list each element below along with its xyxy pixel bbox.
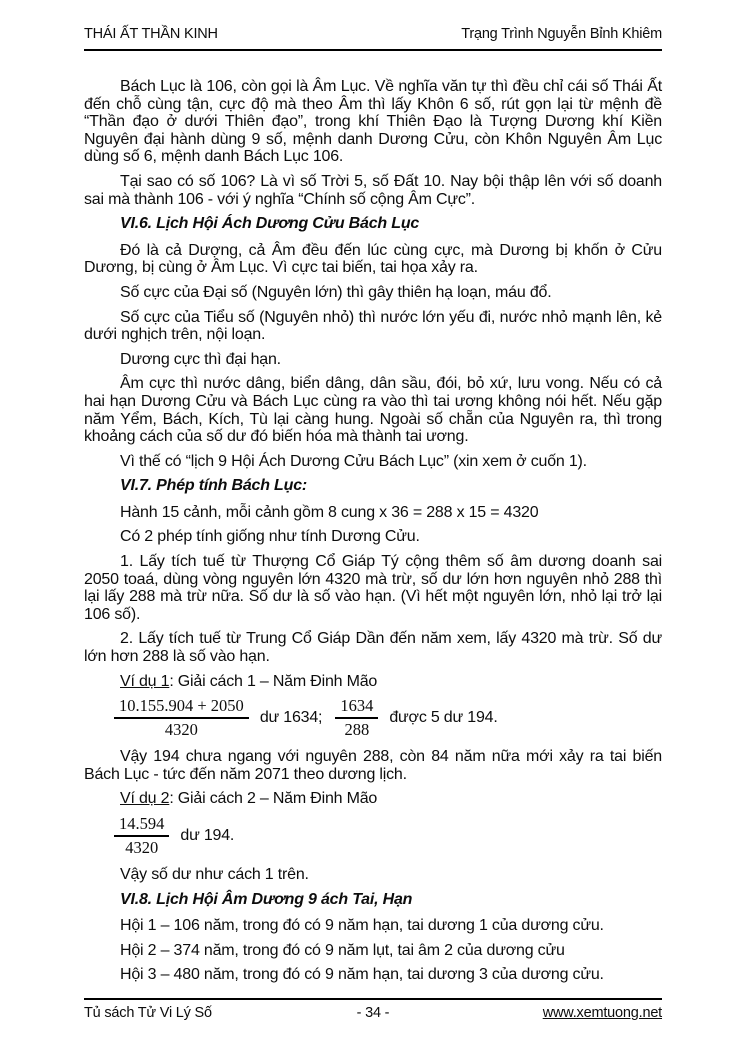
- paragraph-hoi-2: Hội 2 – 374 năm, trong đó có 9 năm lụt, tai âm 2 của dương cửu: [120, 941, 565, 959]
- footer-website-link[interactable]: www.xemtuong.net: [542, 1005, 663, 1021]
- math-result-text: được 5 dư 194.: [389, 709, 498, 727]
- paragraph-phep-tinh-1: 1. Lấy tích tuế từ Thượng Cổ Giáp Tý cộng thêm số âm dương doanh sai 2050 toaá, dùng vòng nguyên lớn 4320 mà trừ, số dư lớn hơn nguyên nhỏ 288 thì lại lấy 288 mà trừ nữa. Số dư là số vào hạn. (Vì hết một nguyên lớn, nhỏ lại trở lại 106 số).: [84, 553, 662, 623]
- header-author: Trạng Trình Nguyễn Bỉnh Khiêm: [461, 26, 662, 42]
- paragraph-co-2-phep-tinh: Có 2 phép tính giống như tính Dương Cửu.: [120, 528, 420, 546]
- example-2-line: [84, 790, 662, 808]
- paragraph-bach-luc-intro: Bách Lục là 106, còn gọi là Âm Lục. Về nghĩa văn tự thì đều chỉ cái số Thái Ất đến chỗ cùng tận, cực độ mà theo Âm thì lấy Khôn 6 số, rút gọn lại từ mệnh đề “Thần đạo ở dưới Thiên đạo”, trong khí Thiên Đạo là Tượng Dương khí Kiền Nguyên đại hành dùng 9 số, mệnh danh Dương Cửu, còn Khôn Nguyên Âm Lục dùng số 6, mệnh danh Bách Lục 106.: [84, 78, 662, 166]
- math-remainder-text: dư 1634;: [259, 709, 323, 727]
- example-1-label: Ví dụ 1: [120, 672, 170, 690]
- fraction-denominator: 4320: [125, 838, 159, 857]
- fraction-tich-tue: [114, 697, 249, 739]
- footer-series-title: Tủ sách Tử Vi Lý Số: [84, 1005, 212, 1021]
- example-2-label: Ví dụ 2: [120, 790, 170, 808]
- example-1-line: [84, 673, 662, 691]
- paragraph-so-cuc-tieu-so: Số cực của Tiểu số (Nguyên nhỏ) thì nước lớn yếu đi, nước nhỏ mạnh lên, kẻ dưới nghịch trên, nội loạn.: [84, 308, 662, 344]
- example-1-text: : Giải cách 1 – Năm Đinh Mão: [169, 672, 378, 690]
- header-book-title: THÁI ẤT THẦN KINH: [84, 26, 218, 42]
- paragraph-hoi-3: Hội 3 – 480 năm, trong đó có 9 năm hạn, tai dương 3 của dương cửu.: [120, 966, 604, 984]
- paragraph-tai-sao-106: Tại sao có số 106? Là vì số Trời 5, số Đất 10. Nay bội thập lên với số doanh sai mà thành 106 - với ý nghĩa “Chính số cộng Âm Cực”.: [84, 172, 662, 208]
- fraction-denominator: 4320: [164, 720, 198, 740]
- page-footer: [84, 998, 662, 1021]
- fraction-14594-4320: [114, 815, 169, 857]
- paragraph-so-cuc-dai-so: Số cực của Đại số (Nguyên lớn) thì gây thiên hạ loạn, máu đổ.: [120, 283, 552, 301]
- heading-vi7: VI.7. Phép tính Bách Lục:: [120, 477, 308, 495]
- math-line-1: [114, 697, 662, 739]
- fraction-numerator: 10.155.904 + 2050: [114, 697, 249, 719]
- paragraph-hoi-1: Hội 1 – 106 năm, trong đó có 9 năm hạn, tai dương 1 của dương cửu.: [120, 917, 604, 935]
- fraction-1634-288: [335, 697, 378, 739]
- paragraph-duong-cuc: Dương cực thì đại hạn.: [120, 350, 281, 368]
- paragraph-phep-tinh-2: 2. Lấy tích tuế từ Trung Cổ Giáp Dần đến năm xem, lấy 4320 mà trừ. Số dư lớn hơn 288 là số vào hạn.: [84, 630, 662, 666]
- paragraph-hanh-15-canh: Hành 15 cảnh, mỗi cảnh gồm 8 cung x 36 = 288 x 15 = 4320: [120, 503, 539, 521]
- heading-vi6: VI.6. Lịch Hội Ách Dương Cửu Bách Lục: [120, 215, 420, 233]
- math-remainder-text: dư 194.: [180, 827, 235, 845]
- paragraph-vay-194: Vậy 194 chưa ngang với nguyên 288, còn 84 năm nữa mới xảy ra tai biến Bách Lục - tức đến năm 2071 theo dương lịch.: [84, 748, 662, 783]
- math-line-2: [114, 815, 662, 857]
- paragraph-am-cuc: Âm cực thì nước dâng, biển dâng, dân sầu, đói, bỏ xứ, lưu vong. Nếu có cả hai hạn Dương Cửu và Bách Lục cùng ra vào thì tai ương không nói hết. Nếu gặp năm Yểm, Bách, Kích, Tù lại càng hung. Ngoài số chẵn của Nguyên ra, thì trong khoảng cách của số dư đó biến hóa mà thành tai ương.: [84, 375, 662, 446]
- paragraph-vay-so-du: Vậy số dư như cách 1 trên.: [120, 866, 309, 883]
- footer-page-number: - 34 -: [356, 1005, 390, 1021]
- paragraph-vi-the-co-lich: Vì thế có “lịch 9 Hội Ách Dương Cửu Bách Lục” (xin xem ở cuốn 1).: [120, 452, 587, 470]
- fraction-numerator: 14.594: [114, 815, 169, 837]
- fraction-numerator: 1634: [335, 697, 378, 719]
- page-body: [84, 78, 662, 984]
- paragraph-do-la-ca-duong: Đó là cả Dượng, cả Âm đều đến lúc cùng cực, mà Dương bị khốn ở Cửu Dương, bị cùng ở Âm Lục. Vì cực tai biến, tai họa xảy ra.: [84, 241, 662, 277]
- page-header: [84, 26, 662, 51]
- fraction-denominator: 288: [344, 720, 370, 740]
- example-2-text: : Giải cách 2 – Năm Đinh Mão: [169, 790, 378, 808]
- heading-vi8: VI.8. Lịch Hội Âm Dương 9 ách Tai, Hạn: [120, 890, 413, 908]
